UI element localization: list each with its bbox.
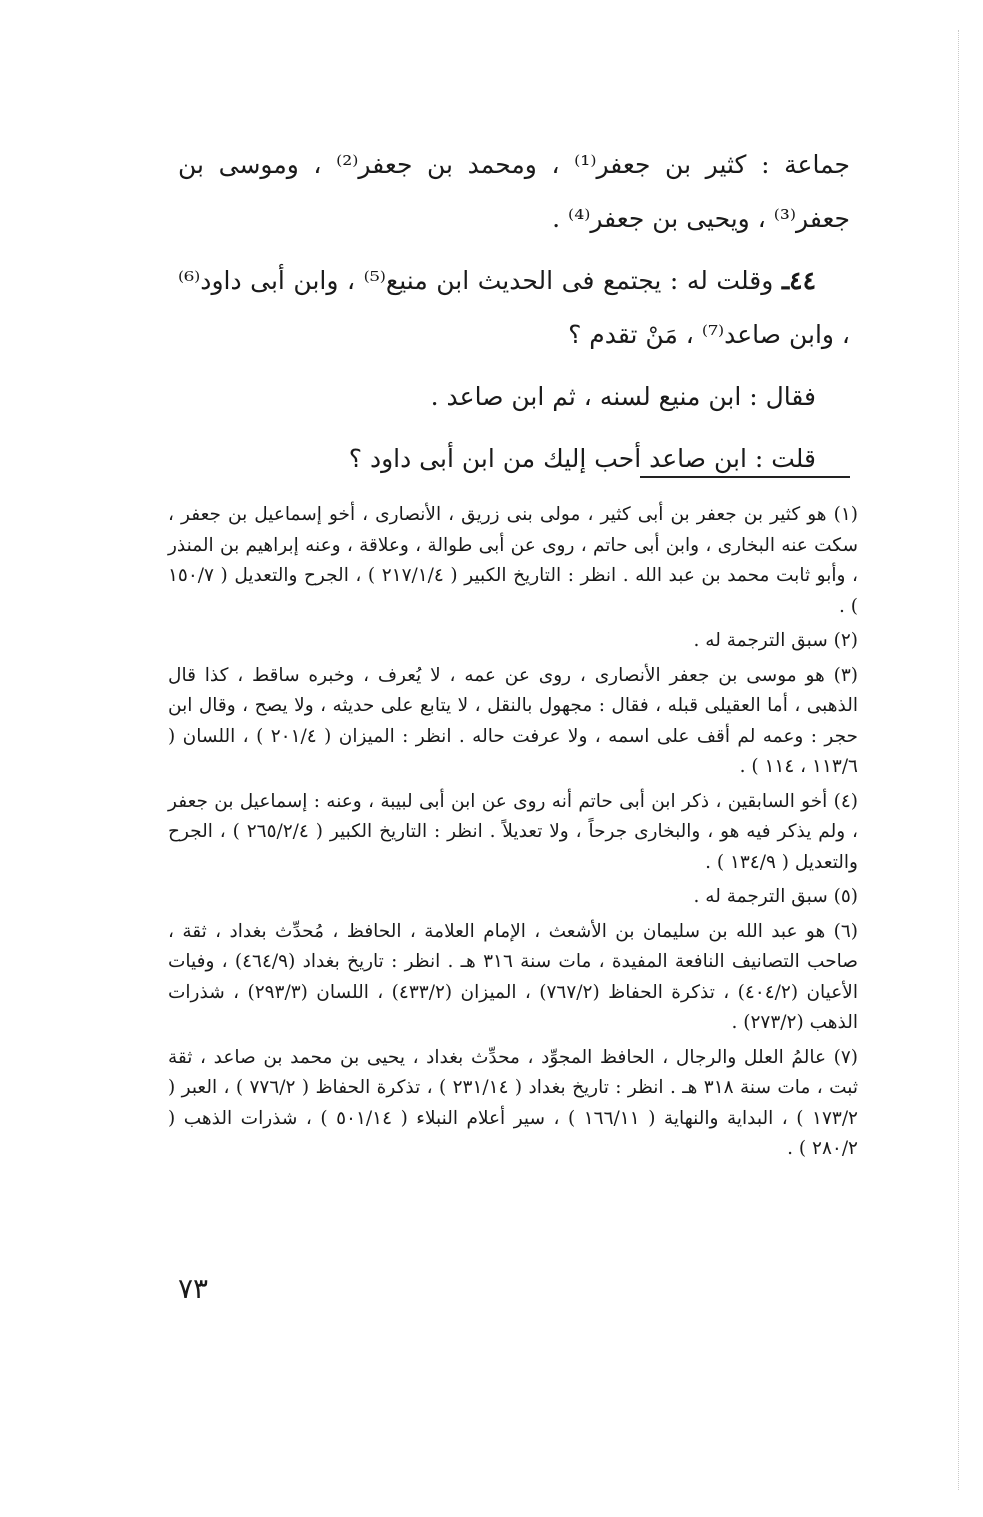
paragraph-3: فقال : ابن منيع لسنه ، ثم ابن صاعد .	[430, 382, 816, 411]
main-text	[178, 138, 850, 494]
paragraph-2	[178, 254, 850, 362]
scan-edge-line	[958, 30, 960, 1490]
page-number: ٧٣	[178, 1272, 209, 1305]
footnote-3: (٣) هو موسى بن جعفر الأنصارى ، روى عن عمه ، لا يُعرف ، وخبره ساقط ، كذا قال الذهبى ، أما العقيلى قبله ، فقال : مجهول بالنقل ، لا يتابع على حديثه ، ولا يصح ، وقال ابن حجر : وعمه لم أقف على اسمه ، ولا عرفت حاله . انظر : الميزان ( ٢٠١/٤ ) ، اللسان ( ١١٣/٦ ، ١١٤ ) .	[168, 664, 858, 777]
paragraph-2-text: وقلت له : يجتمع فى الحديث ابن منيع⁽⁵⁾ ، وابن أبى داود⁽⁶⁾ ، وابن صاعد⁽⁷⁾ ، مَنْ تقدم ؟	[178, 266, 850, 349]
paragraph-number: ٤٤ـ	[781, 266, 817, 295]
footnote-4: (٤) أخو السابقين ، ذكر ابن أبى حاتم أنه روى عن ابن أبى لبيبة ، وعنه : إسماعيل بن جعفر ، ولم يذكر فيه هو ، والبخارى جرحاً ، ولا تعديلاً . انظر : التاريخ الكبير ( ٢٦٥/٢/٤ ) ، الجرح والتعديل ( ١٣٤/٩ ) .	[168, 790, 858, 873]
footnote-5: (٥) سبق الترجمة له .	[693, 886, 858, 907]
paragraph-1: جماعة : كثير بن جعفر⁽¹⁾ ، ومحمد بن جعفر⁽²⁾ ، وموسى بن جعفر⁽³⁾ ، ويحيى بن جعفر⁽⁴⁾ .	[178, 150, 850, 233]
footnotes	[168, 500, 858, 1169]
footnote-2: (٢) سبق الترجمة له .	[693, 630, 858, 651]
footnote-7: (٧) عالمُ العلل والرجال ، الحافظ المجوِّد ، محدِّث بغداد ، يحيى بن محمد بن صاعد ، ثقة ثبت ، مات سنة ٣١٨ هـ . انظر : تاريخ بغداد ( ٢٣١/١٤ ) ، تذكرة الحفاظ ( ٧٧٦/٢ ) ، العبر ( ١٧٣/٢ ) ، البداية والنهاية ( ١٦٦/١١ ) ، سير أعلام النبلاء ( ٥٠١/١٤ ) ، شذرات الذهب ( ٢٨٠/٢ ) .	[168, 1046, 859, 1159]
footnote-separator	[640, 476, 850, 478]
paragraph-4: قلت : ابن صاعد أحب إليك من ابن أبى داود ؟	[348, 444, 816, 473]
footnote-1: (١) هو كثير بن جعفر بن أبى كثير ، مولى بنى زريق ، الأنصارى ، أخو إسماعيل بن جعفر ، سكت عنه البخارى ، وابن أبى حاتم ، روى عن أبى طوالة ، وعلاقة ، وعنه إبراهيم بن المنذر ، وأبو ثابت محمد بن عبد الله . انظر : التاريخ الكبير ( ٢١٧/١/٤ ) ، الجرح والتعديل ( ١٥٠/٧ ) .	[168, 504, 858, 617]
footnote-6: (٦) هو عبد الله بن سليمان بن الأشعث ، الإمام العلامة ، الحافظ ، مُحدِّث بغداد ، ثقة ، صاحب التصانيف النافعة المفيدة ، مات سنة ٣١٦ هـ . انظر : تاريخ بغداد (٤٦٤/٩) ، وفيات الأعيان (٤٠٤/٢) ، تذكرة الحفاظ (٧٦٧/٢) ، الميزان (٤٣٣/٢) ، اللسان (٢٩٣/٣) ، شذرات الذهب (٢٧٣/٢) .	[168, 920, 858, 1033]
